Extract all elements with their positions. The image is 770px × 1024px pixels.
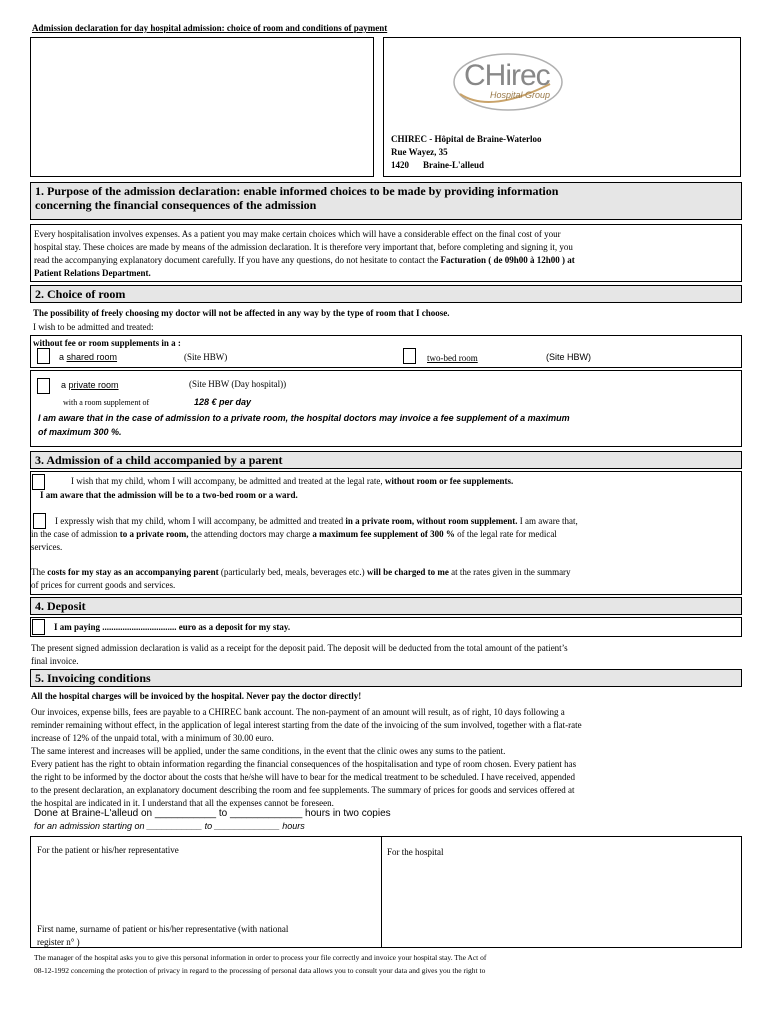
section2-wish: I wish to be admitted and treated: xyxy=(33,322,154,332)
facturation-hours: Facturation ( de 09h00 à 12h00 ) at xyxy=(440,255,575,265)
shared-room-prefix: a xyxy=(59,352,67,362)
private-aware-line1: I am aware that in the case of admission to a private room, the hospital doctors may invoice a fee supplement of a maximum xyxy=(38,413,570,423)
section3-body xyxy=(30,471,742,595)
parent-costs xyxy=(31,566,571,579)
child-option1-aware: I am aware that the admission will be to a two-bed room or a ward. xyxy=(40,490,298,500)
child-private-room-checkbox[interactable] xyxy=(33,513,46,529)
invoicing-p3-line1: Every patient has the right to obtain information regarding the financial consequences of the hospitalisation and type of room chosen. Every patient has xyxy=(31,759,577,769)
child-option1 xyxy=(71,475,513,488)
privacy-footer-line1: The manager of the hospital asks you to give this personal information in order to process your file correctly and invoice your hospital stay. The Act of xyxy=(34,953,487,962)
child-option2-line2-a: in the case of admission xyxy=(31,529,120,539)
invoicing-p1-line2: reminder remaining without effect, in the application of legal interest starting from the date of the invoicing of the sum involved, together with a flat-rate xyxy=(31,720,582,730)
admission-start-line: for an admission starting on ___________ to _____________ hours xyxy=(34,821,305,831)
private-room-prefix: a xyxy=(61,380,69,390)
supplement-label: with a room supplement of xyxy=(63,398,150,407)
section2-heading: 2. Choice of room xyxy=(30,285,742,303)
room-options-private-box xyxy=(30,370,742,447)
private-aware-line2: of maximum 300 %. xyxy=(38,427,122,437)
private-room-text: private room xyxy=(68,380,119,390)
patient-relations: Patient Relations Department. xyxy=(34,268,151,278)
signature-box xyxy=(30,836,742,948)
child-option2-line2-c: the attending doctors may charge xyxy=(188,529,313,539)
chirec-logo xyxy=(450,44,570,116)
child-option2-line2 xyxy=(31,528,557,541)
invoicing-p3-line2: the right to be informed by the doctor about the costs that he/she will have to bear for the medical treatment to be scheduled. I have received, appended xyxy=(31,772,576,782)
logo-text: CHirec xyxy=(464,59,550,92)
deposit-checkbox[interactable] xyxy=(32,619,45,635)
section5-heading: 5. Invoicing conditions xyxy=(30,669,742,687)
signature-divider xyxy=(381,837,382,947)
child-option2-text: I expressly wish that my child, whom I will accompany, be admitted and treated xyxy=(55,516,346,526)
private-room-checkbox[interactable] xyxy=(37,378,50,394)
section1-heading-line1: 1. Purpose of the admission declaration: enable informed choices to be made by providing information xyxy=(35,184,559,198)
hospital-signature-label[interactable]: For the hospital xyxy=(387,847,444,857)
without-fee-label: without fee or room supplements in a : xyxy=(33,338,181,348)
shared-room-label xyxy=(59,351,117,364)
child-option2-line2-b: to a private room, xyxy=(119,529,189,539)
hospital-header-box xyxy=(383,37,741,177)
parent-costs-c: (particularly bed, meals, beverages etc.) xyxy=(218,567,367,577)
two-bed-room-label: two-bed room xyxy=(427,353,478,363)
address-line2: Rue Wayez, 35 xyxy=(391,147,448,157)
logo-subtext: Hospital Group xyxy=(490,90,551,100)
child-option2-tail: I am aware that, xyxy=(517,516,578,526)
patient-name-label-line1: First name, surname of patient or his/her representative (with national xyxy=(37,924,289,934)
section3-heading: 3. Admission of a child accompanied by a parent xyxy=(30,451,742,469)
room-options-shared-box xyxy=(30,335,742,368)
invoicing-p3-line3: to the present declaration, an explanatory document describing the room and fee supplements. The summary of prices for goods and services offered at xyxy=(31,785,575,795)
shared-room-checkbox[interactable] xyxy=(37,348,50,364)
parent-costs-d: will be charged to me xyxy=(366,567,449,577)
shared-room-text: shared room xyxy=(66,352,118,362)
patient-label-box xyxy=(30,37,374,177)
two-bed-room-site: (Site HBW) xyxy=(546,352,591,362)
deposit-amount-line: I am paying ................................. euro as a deposit for my stay. xyxy=(54,622,291,632)
section1-body xyxy=(30,224,742,282)
private-room-site: (Site HBW (Day hospital)) xyxy=(189,379,287,389)
address-zip: 1420 xyxy=(391,160,409,170)
invoicing-p2: The same interest and increases will be applied, under the same conditions, in the event that the clinic owes any sums to the patient. xyxy=(31,746,506,756)
section1-body-line3-text: read the accompanying explanatory document carefully. If you have any questions, do not hesitate to contact the xyxy=(34,255,441,265)
child-option2-line2-e: of the legal rate for medical xyxy=(454,529,557,539)
child-option2-bold: in a private room, without room supplement. xyxy=(345,516,518,526)
private-room-label xyxy=(61,379,119,392)
deposit-box xyxy=(30,617,742,637)
child-legal-rate-checkbox[interactable] xyxy=(32,474,45,490)
parent-costs-e: at the rates given in the summary xyxy=(448,567,571,577)
child-option1-bold: without room or fee supplements. xyxy=(384,476,514,486)
child-option2-line2-d: a maximum fee supplement of 300 % xyxy=(312,529,455,539)
invoicing-p1-line3: increase of 12% of the unpaid total, with a minimum of 30.00 euro. xyxy=(31,733,274,743)
page-title: Admission declaration for day hospital admission: choice of room and conditions of payment xyxy=(32,23,388,33)
address-city: Braine-L'alleud xyxy=(423,160,485,170)
invoicing-bold-line: All the hospital charges will be invoiced by the hospital. Never pay the doctor directly! xyxy=(31,691,362,701)
section2-note: The possibility of freely choosing my doctor will not be affected in any way by the type of room that I choose. xyxy=(33,308,450,318)
section1-body-line1: Every hospitalisation involves expenses. As a patient you may make certain choices which will have a considerable effect on the final cost of your xyxy=(34,229,561,239)
section1-body-line2: hospital stay. These choices are made by means of the admission declaration. It is therefore very important that, before completing and signing it, you xyxy=(34,242,573,252)
two-bed-room-checkbox[interactable] xyxy=(403,348,416,364)
done-at-line: Done at Braine-L'alleud on ___________ to _____________ hours in two copies xyxy=(34,808,391,819)
parent-costs-b: costs for my stay as an accompanying parent xyxy=(47,567,219,577)
supplement-value: 128 € per day xyxy=(194,397,252,407)
address-line1: CHIREC - Hôpital de Braine-Waterloo xyxy=(391,134,542,144)
shared-room-site: (Site HBW) xyxy=(184,352,228,362)
invoicing-p1-line1: Our invoices, expense bills, fees are payable to a CHIREC bank account. The non-payment of an amount will result, as of right, 10 days following a xyxy=(31,707,565,717)
deposit-receipt-line1: The present signed admission declaration is valid as a receipt for the deposit paid. The deposit will be deducted from the total amount of the patient’s xyxy=(31,643,568,653)
section4-heading: 4. Deposit xyxy=(30,597,742,615)
section1-body-line3 xyxy=(34,254,575,267)
deposit-receipt-line2: final invoice. xyxy=(31,656,79,666)
patient-signature-label[interactable]: For the patient or his/her representative xyxy=(37,845,179,855)
section1-heading-line2: concerning the financial consequences of the admission xyxy=(35,198,317,212)
privacy-footer-line2: 08-12-1992 concerning the protection of privacy in regard to the processing of personal data allows you to consult your data and gives you the right to xyxy=(34,966,486,975)
child-option2-line3: services. xyxy=(31,542,63,552)
parent-costs-a: The xyxy=(31,567,48,577)
patient-name-label-line2: register n° ) xyxy=(37,937,80,947)
child-option2 xyxy=(55,515,578,528)
section1-heading xyxy=(30,182,742,220)
parent-costs-line2: of prices for current goods and services. xyxy=(31,580,176,590)
child-option1-text: I wish that my child, whom I will accompany, be admitted and treated at the legal rate, xyxy=(71,476,385,486)
invoicing-p3-line4: the hospital are indicated in it. I understand that all the expenses cannot be foreseen. xyxy=(31,798,334,808)
